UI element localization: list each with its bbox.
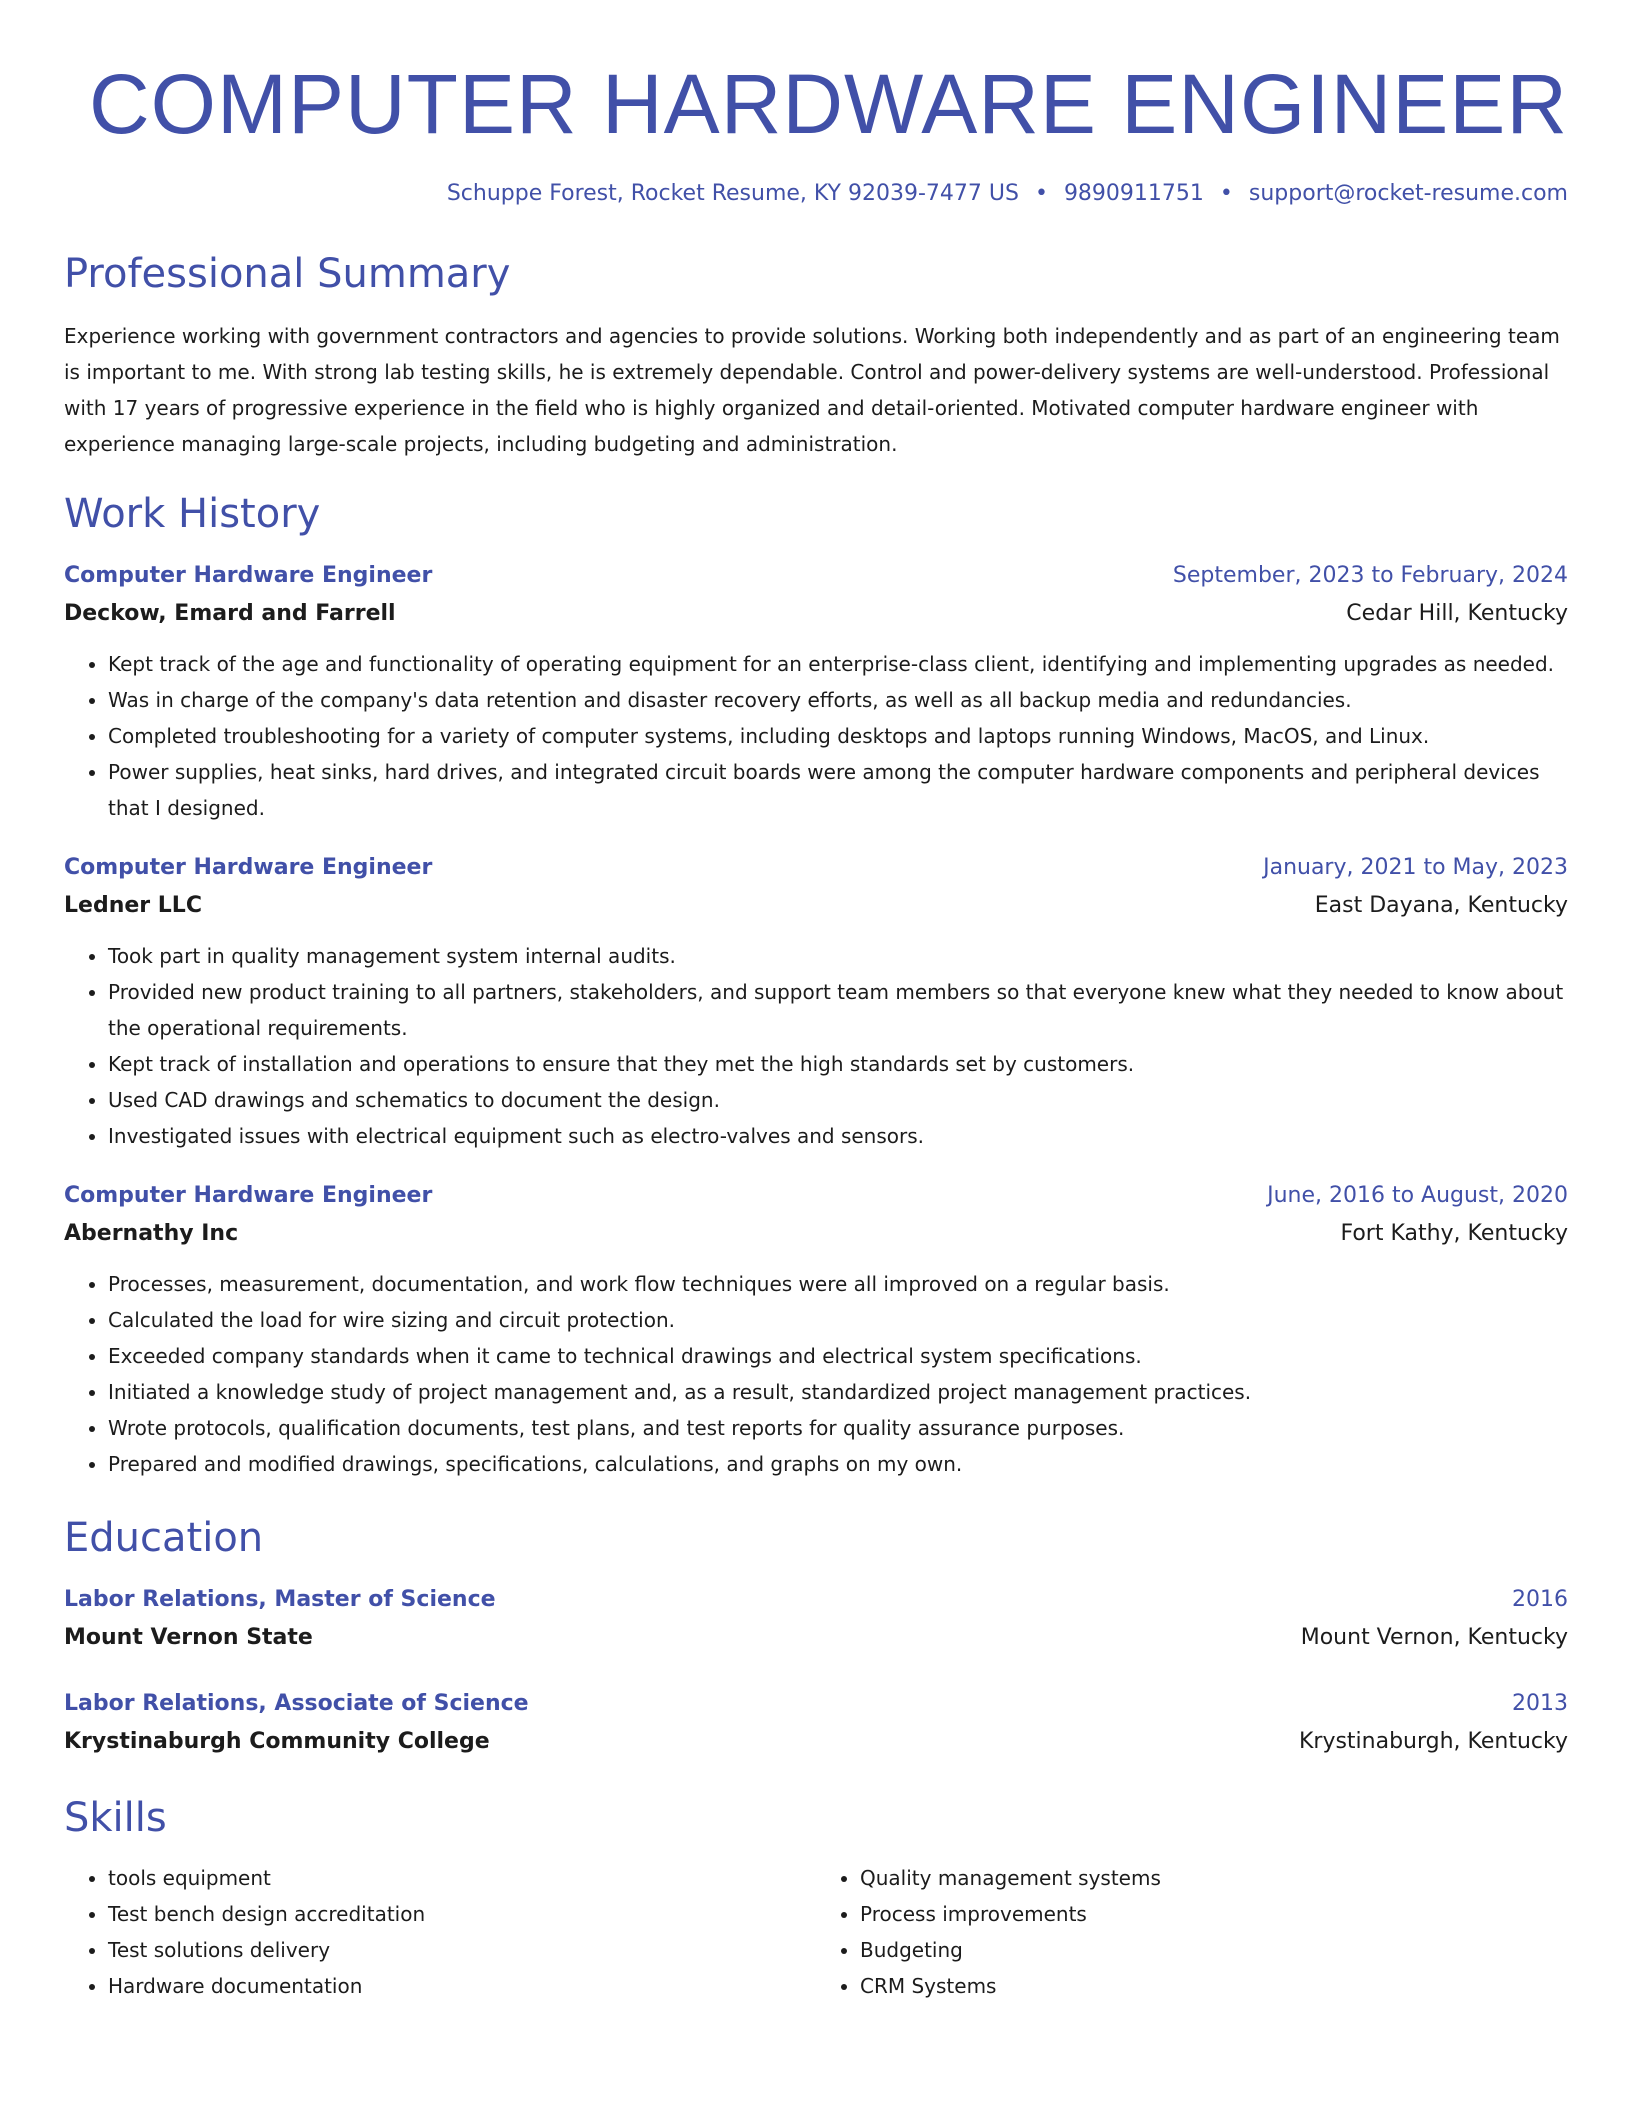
list-item: • Exceeded company standards when it came to technical drawings and electrical system specifications. bbox=[108, 1338, 1568, 1374]
job-header-row bbox=[64, 850, 1568, 886]
skills-list bbox=[64, 1860, 1568, 2004]
education-location: Mount Vernon, Kentucky bbox=[1300, 1625, 1568, 1650]
candidate-title: COMPUTER HARDWARE ENGINEER bbox=[89, 57, 1568, 151]
job-header-row bbox=[64, 558, 1568, 594]
education-entry bbox=[64, 1582, 1568, 1658]
skills-column-left bbox=[64, 1860, 816, 2004]
contact-email[interactable]: support@rocket-resume.com bbox=[1248, 181, 1568, 206]
list-item: • Quality management systems bbox=[860, 1860, 1568, 1896]
list-item: • Provided new product training to all partners, stakeholders, and support team members so that everyone knew what they needed to know about the operational requirements. bbox=[108, 974, 1568, 1046]
list-item: • Completed troubleshooting for a variety of computer systems, including desktops and laptops running Windows, MacOS, and Linux. bbox=[108, 718, 1568, 754]
list-item: • Test bench design accreditation bbox=[108, 1896, 816, 1932]
education-school-row bbox=[64, 1618, 1568, 1658]
education-degree: Labor Relations, Associate of Science bbox=[64, 1691, 529, 1716]
list-item: • Hardware documentation bbox=[108, 1968, 816, 2004]
job-entry bbox=[64, 1178, 1568, 1482]
job-dates: September, 2023 to February, 2024 bbox=[1172, 563, 1568, 588]
list-item: • Prepared and modified drawings, specifications, calculations, and graphs on my own. bbox=[108, 1446, 1568, 1482]
list-item: • tools equipment bbox=[108, 1860, 816, 1896]
list-item: • Investigated issues with electrical equipment such as electro-valves and sensors. bbox=[108, 1118, 1568, 1154]
education-heading: Education bbox=[64, 1515, 264, 1561]
education-entry bbox=[64, 1686, 1568, 1762]
job-company: Ledner LLC bbox=[64, 893, 202, 918]
education-school: Mount Vernon State bbox=[64, 1625, 313, 1650]
work-history-heading: Work History bbox=[64, 491, 321, 537]
job-dates: January, 2021 to May, 2023 bbox=[1263, 855, 1568, 880]
summary-heading: Professional Summary bbox=[64, 251, 511, 297]
job-location: Fort Kathy, Kentucky bbox=[1340, 1221, 1568, 1246]
skills-column-right bbox=[816, 1860, 1568, 2004]
job-header-row bbox=[64, 1178, 1568, 1214]
education-degree: Labor Relations, Master of Science bbox=[64, 1587, 496, 1612]
summary-text: Experience working with government contractors and agencies to provide solutions. Working both independently and as part of an engineering team is important to me. With strong lab testing skills, he is extremely dependable. Control and power-delivery systems are well-understood. Professional with 17 years of progressive experience in the field who is highly organized and detail-oriented. Motivated computer hardware engineer with experience managing large-scale projects, including budgeting and administration. bbox=[64, 324, 1560, 456]
list-item: • Kept track of the age and functionality of operating equipment for an enterprise-class client, identifying and implementing upgrades as needed. bbox=[108, 646, 1568, 682]
list-item: • Used CAD drawings and schematics to document the design. bbox=[108, 1082, 1568, 1118]
job-title: Computer Hardware Engineer bbox=[64, 1183, 433, 1208]
contact-separator: • bbox=[1034, 181, 1048, 206]
contact-line bbox=[64, 178, 1568, 210]
list-item: • Process improvements bbox=[860, 1896, 1568, 1932]
list-item: • Power supplies, heat sinks, hard drives, and integrated circuit boards were among the computer hardware components and peripheral devices that I designed. bbox=[108, 754, 1568, 826]
list-item: • Kept track of installation and operations to ensure that they met the high standards set by customers. bbox=[108, 1046, 1568, 1082]
education-school-row bbox=[64, 1722, 1568, 1762]
job-location: East Dayana, Kentucky bbox=[1314, 893, 1568, 918]
contact-phone: 9890911751 bbox=[1063, 181, 1204, 206]
education-location: Krystinaburgh, Kentucky bbox=[1298, 1729, 1568, 1754]
list-item: • Wrote protocols, qualification documents, test plans, and test reports for quality assurance purposes. bbox=[108, 1410, 1568, 1446]
list-item: • Took part in quality management system internal audits. bbox=[108, 938, 1568, 974]
education-year: 2016 bbox=[1512, 1587, 1568, 1612]
job-location: Cedar Hill, Kentucky bbox=[1346, 601, 1568, 626]
job-company: Abernathy Inc bbox=[64, 1221, 239, 1246]
job-entry bbox=[64, 558, 1568, 826]
contact-separator: • bbox=[1219, 181, 1233, 206]
job-company-row bbox=[64, 594, 1568, 634]
job-title: Computer Hardware Engineer bbox=[64, 855, 433, 880]
list-item: • Was in charge of the company's data retention and disaster recovery efforts, as well as all backup media and redundancies. bbox=[108, 682, 1568, 718]
job-company: Deckow, Emard and Farrell bbox=[64, 601, 396, 626]
education-header-row bbox=[64, 1582, 1568, 1618]
education-school: Krystinaburgh Community College bbox=[64, 1729, 490, 1754]
job-company-row bbox=[64, 886, 1568, 926]
list-item: • CRM Systems bbox=[860, 1968, 1568, 2004]
list-item: • Test solutions delivery bbox=[108, 1932, 816, 1968]
list-item: • Calculated the load for wire sizing and circuit protection. bbox=[108, 1302, 1568, 1338]
job-bullets bbox=[64, 938, 1568, 1154]
contact-address: Schuppe Forest, Rocket Resume, KY 92039-7477 US bbox=[446, 181, 1019, 206]
job-bullets bbox=[64, 646, 1568, 826]
job-company-row bbox=[64, 1214, 1568, 1254]
skills-heading: Skills bbox=[64, 1795, 167, 1841]
list-item: • Budgeting bbox=[860, 1932, 1568, 1968]
education-year: 2013 bbox=[1512, 1691, 1568, 1716]
education-header-row bbox=[64, 1686, 1568, 1722]
list-item: • Initiated a knowledge study of project management and, as a result, standardized project management practices. bbox=[108, 1374, 1568, 1410]
job-bullets bbox=[64, 1266, 1568, 1482]
job-title: Computer Hardware Engineer bbox=[64, 563, 433, 588]
job-entry bbox=[64, 850, 1568, 1154]
list-item: • Processes, measurement, documentation, and work flow techniques were all improved on a regular basis. bbox=[108, 1266, 1568, 1302]
job-dates: June, 2016 to August, 2020 bbox=[1267, 1183, 1568, 1208]
